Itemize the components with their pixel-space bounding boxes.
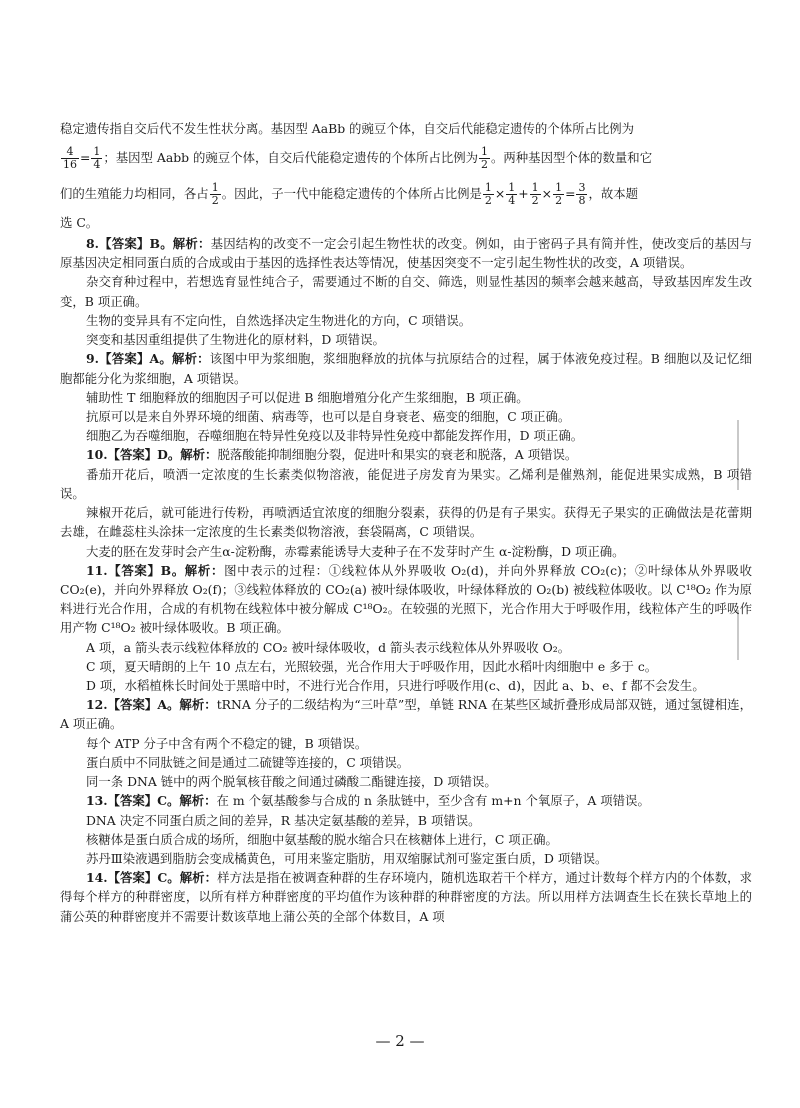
paragraph: 同一条 DNA 链中的两个脱氧核苷酸之间通过磷酸二酯键连接，D 项错误。 — [86, 774, 497, 790]
paragraph: 细胞乙为吞噬细胞，吞噬细胞在特异性免疫以及非特异性免疫中都能发挥作用，D 项正确。 — [86, 428, 584, 444]
paragraph: 生物的变异具有不定向性，自然选择决定生物进化的方向，C 项错误。 — [86, 312, 472, 328]
paragraph: 苏丹Ⅲ染液遇到脂肪会变成橘黄色，可用来鉴定脂肪，用双缩脲试剂可鉴定蛋白质，D 项错误。 — [86, 851, 608, 866]
answer-label: 9.【答案】A。解析： — [86, 351, 210, 367]
answer-label: 8.【答案】B。解析： — [86, 236, 211, 251]
text-line: 选 C。 — [60, 215, 99, 230]
paragraph: 辣椒开花后，就可能进行传粉，再喷洒适宜浓度的细胞分裂素，获得的仍是有子果实。获得无子果实的正确做法是花蕾期去雄，在雌蕊柱头涂抹一定浓度的生长素类似物溶液，套袋隔离，C 项错误。 — [60, 505, 752, 540]
answer-label: 10.【答案】D。解析： — [86, 447, 218, 463]
paragraph: C 项，夏天晴朗的上午 10 点左右，光照较强，光合作用大于呼吸作用，因此水稻叶肉细胞中 e 多于 c。 — [86, 658, 658, 674]
fraction: $\frac{1}{2}$ — [211, 181, 219, 207]
paragraph: D 项，水稻植株长时间处于黑暗中时，不进行光合作用，只进行呼吸作用(c、d)，因此 a、b、e、f 都不会发生。 — [86, 678, 705, 694]
paragraph: A 项，a 箭头表示线粒体释放的 CO₂ 被叶绿体吸收，d 箭头表示线粒体从外界吸收 O₂。 — [86, 639, 571, 655]
answer-11: 11.【答案】B。解析：图中表示的过程：①线粒体从外界吸收 O₂(d)，并向外界释放 CO₂(c)；②叶绿体从外界吸收 CO₂(e)，并向外界释放 O₂(f)；③线粒体释放的 CO₂(a) 被叶绿体吸收，叶绿体释放的 O₂(b) 被线粒体吸收。以 C¹⁸O₂ 作为原料进行光合作用，合成的有机物在线粒体中被分解成 C¹⁸O₂。在较强的光照下，光合作用大于呼吸作用，线粒体产生的呼吸作用产物 C¹⁸O₂ 被叶绿体吸收。B 项正确。 — [60, 562, 752, 636]
fraction: $\frac{1}{2}$ — [555, 181, 563, 207]
answer-12: 12.【答案】A。解析：tRNA 分子的二级结构为“三叶草”型，单链 RNA 在某些区域折叠形成局部双链，通过氢键相连，A 项正确。 — [60, 697, 753, 732]
fraction: $\frac{3}{8}$ — [578, 181, 586, 207]
paragraph: 杂交育种过程中，若想选育显性纯合子，需要通过不断的自交、筛选，则显性基因的频率会越来越高，导致基因库发生改变，B 项正确。 — [60, 274, 752, 309]
fraction: $\frac{1}{2}$ — [484, 181, 492, 207]
document-body — [60, 118, 752, 926]
page-number: — 2 — — [375, 1032, 425, 1050]
paragraph: 核糖体是蛋白质合成的场所，细胞中氨基酸的脱水缩合只在核糖体上进行，C 项正确。 — [86, 831, 558, 847]
paragraph: 番茄开花后，喷洒一定浓度的生长素类似物溶液，能促进子房发育为果实。乙烯利是催熟剂，能促进果实成熟，B 项错误。 — [60, 466, 752, 501]
answer-8: 8.【答案】B。解析：基因结构的改变不一定会引起生物性状的改变。例如，由于密码子具有简并性，使改变后的基因与原基因决定相同蛋白质的合成或由于基因的选择性表达等情况，使基因突变不一定引起生物性状的改变，A 项错误。 — [60, 236, 752, 271]
math-line: 们的生殖能力均相同，各占 $\frac{1}{2}$ 。因此，子一代中能稳定遗传的个体所占比例是 $\frac{1}{2}$ × $\frac{1}{4}$ + $\frac{1}{2}$ × $\frac{1}{2}$ = $\frac{3}{8}$ ，故本题 — [60, 181, 639, 207]
answer-14: 14.【答案】C。解析：样方法是指在被调查种群的生存环境内，随机选取若干个样方，通过计数每个样方内的个体数，求得每个样方的种群密度，以所有样方种群密度的平均值作为该种群的种群密度的方法。所以用样方法调查生长在狭长草地上的蒲公英的种群密度并不需要计数该草地上蒲公英的全部个体数目，A 项 — [60, 870, 753, 924]
math-line: $\frac{4}{16}$ = $\frac{1}{4}$ ；基因型 Aabb 的豌豆个体，自交后代能稳定遗传的个体所占比例为 $\frac{1}{2}$ 。两种基因型个体的数量和它 — [63, 145, 653, 171]
answer-label: 12.【答案】A。解析： — [86, 697, 217, 713]
paragraph: 辅助性 T 细胞释放的细胞因子可以促进 B 细胞增殖分化产生浆细胞，B 项正确。 — [86, 389, 529, 405]
paragraph: DNA 决定不同蛋白质之间的差异，R 基决定氨基酸的差异，B 项错误。 — [86, 812, 481, 828]
text-line: 稳定遗传指自交后代不发生性状分离。基因型 AaBb 的豌豆个体，自交后代能稳定遗传的个体所占比例为 — [60, 121, 635, 136]
answer-13: 13.【答案】C。解析：在 m 个氨基酸参与合成的 n 条肽链中，至少含有 m+n 个氧原子，A 项错误。 — [86, 793, 650, 809]
answer-label: 11.【答案】B。解析： — [86, 562, 225, 578]
paragraph: 抗原可以是来自外界环境的细菌、病毒等，也可以是自身衰老、癌变的细胞，C 项正确。 — [86, 408, 571, 424]
paragraph: 每个 ATP 分子中含有两个不稳定的键，B 项错误。 — [86, 735, 368, 751]
fraction: $\frac{1}{2}$ — [531, 181, 539, 207]
paragraph: 蛋白质中不同肽链之间是通过二硫键等连接的，C 项错误。 — [86, 754, 410, 770]
answer-10: 10.【答案】D。解析：脱落酸能抑制细胞分裂，促进叶和果实的衰老和脱落，A 项错误。 — [86, 447, 578, 463]
answer-label: 13.【答案】C。解析： — [86, 793, 217, 809]
answer-9: 9.【答案】A。解析：该图中甲为浆细胞，浆细胞释放的抗体与抗原结合的过程，属于体液免疫过程。B 细胞以及记忆细胞都能分化为浆细胞，A 项错误。 — [60, 351, 752, 386]
answer-label: 14.【答案】C。解析： — [86, 870, 218, 886]
paragraph: 突变和基因重组提供了生物进化的原材料，D 项错误。 — [86, 332, 385, 348]
paragraph: 大麦的胚在发芽时会产生α-淀粉酶，赤霉素能诱导大麦种子在不发芽时产生 α-淀粉酶，D 项正确。 — [86, 543, 625, 559]
fraction: $\frac{1}{4}$ — [508, 181, 516, 207]
fraction: $\frac{1}{4}$ — [93, 145, 101, 171]
fraction: $\frac{1}{2}$ — [481, 145, 489, 171]
fraction: $\frac{4}{16}$ — [63, 145, 77, 171]
